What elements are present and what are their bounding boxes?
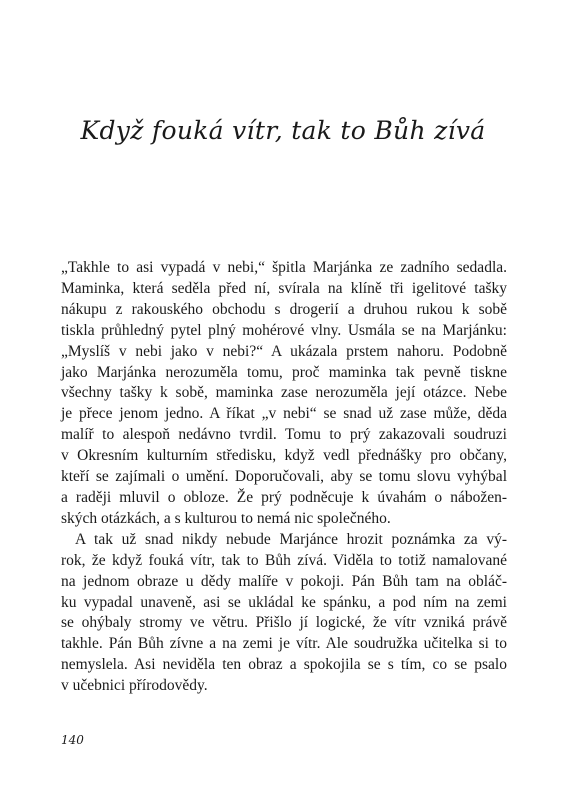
text-line: ku vypadal unaveně, asi se ukládal ke spánku, a pod ním na zemi (61, 593, 507, 611)
text-line: A tak už snad nikdy nebude Marjánce hrozit poznámka za vý- (75, 530, 507, 548)
text-line: v Okresním kulturním středisku, když vedl přednášky pro občany, (61, 447, 507, 465)
text-line: kteří se zajímali o umění. Doporučovali, aby se tomu slovu vyhýbal (61, 468, 507, 486)
text-line: všechny tašky k sobě, maminka zase nerozuměla její otázce. Nebe (61, 384, 507, 402)
text-line: tiskla průhledný pytel plný mohérové vlny. Usmála se na Marjánku: (61, 321, 507, 339)
body-text (61, 258, 507, 697)
text-line: jako Marjánka nerozuměla tomu, proč maminka tak pevně tiskne (61, 363, 507, 381)
chapter-title: Když fouká vítr, tak to Bůh zívá (80, 116, 486, 145)
text-line: a raději mluvil o obloze. Že prý podněcuje k úvahám o nábožen- (61, 488, 507, 506)
text-line: ských otázkách, a s kulturou to nemá nic společného. (61, 509, 391, 527)
text-line: nákupu z rakouského obchodu s drogerií a druhou rukou k sobě (61, 300, 507, 318)
page-number: 140 (61, 733, 84, 747)
text-line: na jednom obraze u dědy malíře v pokoji. Pán Bůh tam na obláč- (61, 572, 507, 590)
text-line: v učebnici přírodovědy. (61, 677, 208, 695)
text-line: „Myslíš v nebi jako v nebi?“ A ukázala prstem nahoru. Podobně (61, 342, 507, 360)
text-line: takhle. Pán Bůh zívne a na zemi je vítr. Ale soudružka učitelka si to (61, 635, 507, 653)
paragraph-2 (61, 530, 507, 697)
text-line: Maminka, která seděla před ní, svírala na klíně tři igelitové tašky (61, 279, 507, 297)
text-line: rok, že když fouká vítr, tak to Bůh zívá. Viděla to totiž namalované (61, 551, 507, 569)
text-line: malíř to alespoň nedávno tvrdil. Tomu to prý zakazovali soudruzi (61, 426, 507, 444)
text-line: nemyslela. Asi neviděla ten obraz a spokojila se s tím, co se psalo (61, 656, 507, 674)
text-line: se ohýbaly stromy ve větru. Přišlo jí logické, že vítr vzniká právě (61, 614, 507, 632)
paragraph-1 (61, 258, 507, 530)
text-line: je přece jenom jedno. A říkat „v nebi“ se snad už zase může, děda (61, 405, 507, 423)
text-line: „Takhle to asi vypadá v nebi,“ špitla Marjánka ze zadního sedadla. (61, 259, 507, 276)
